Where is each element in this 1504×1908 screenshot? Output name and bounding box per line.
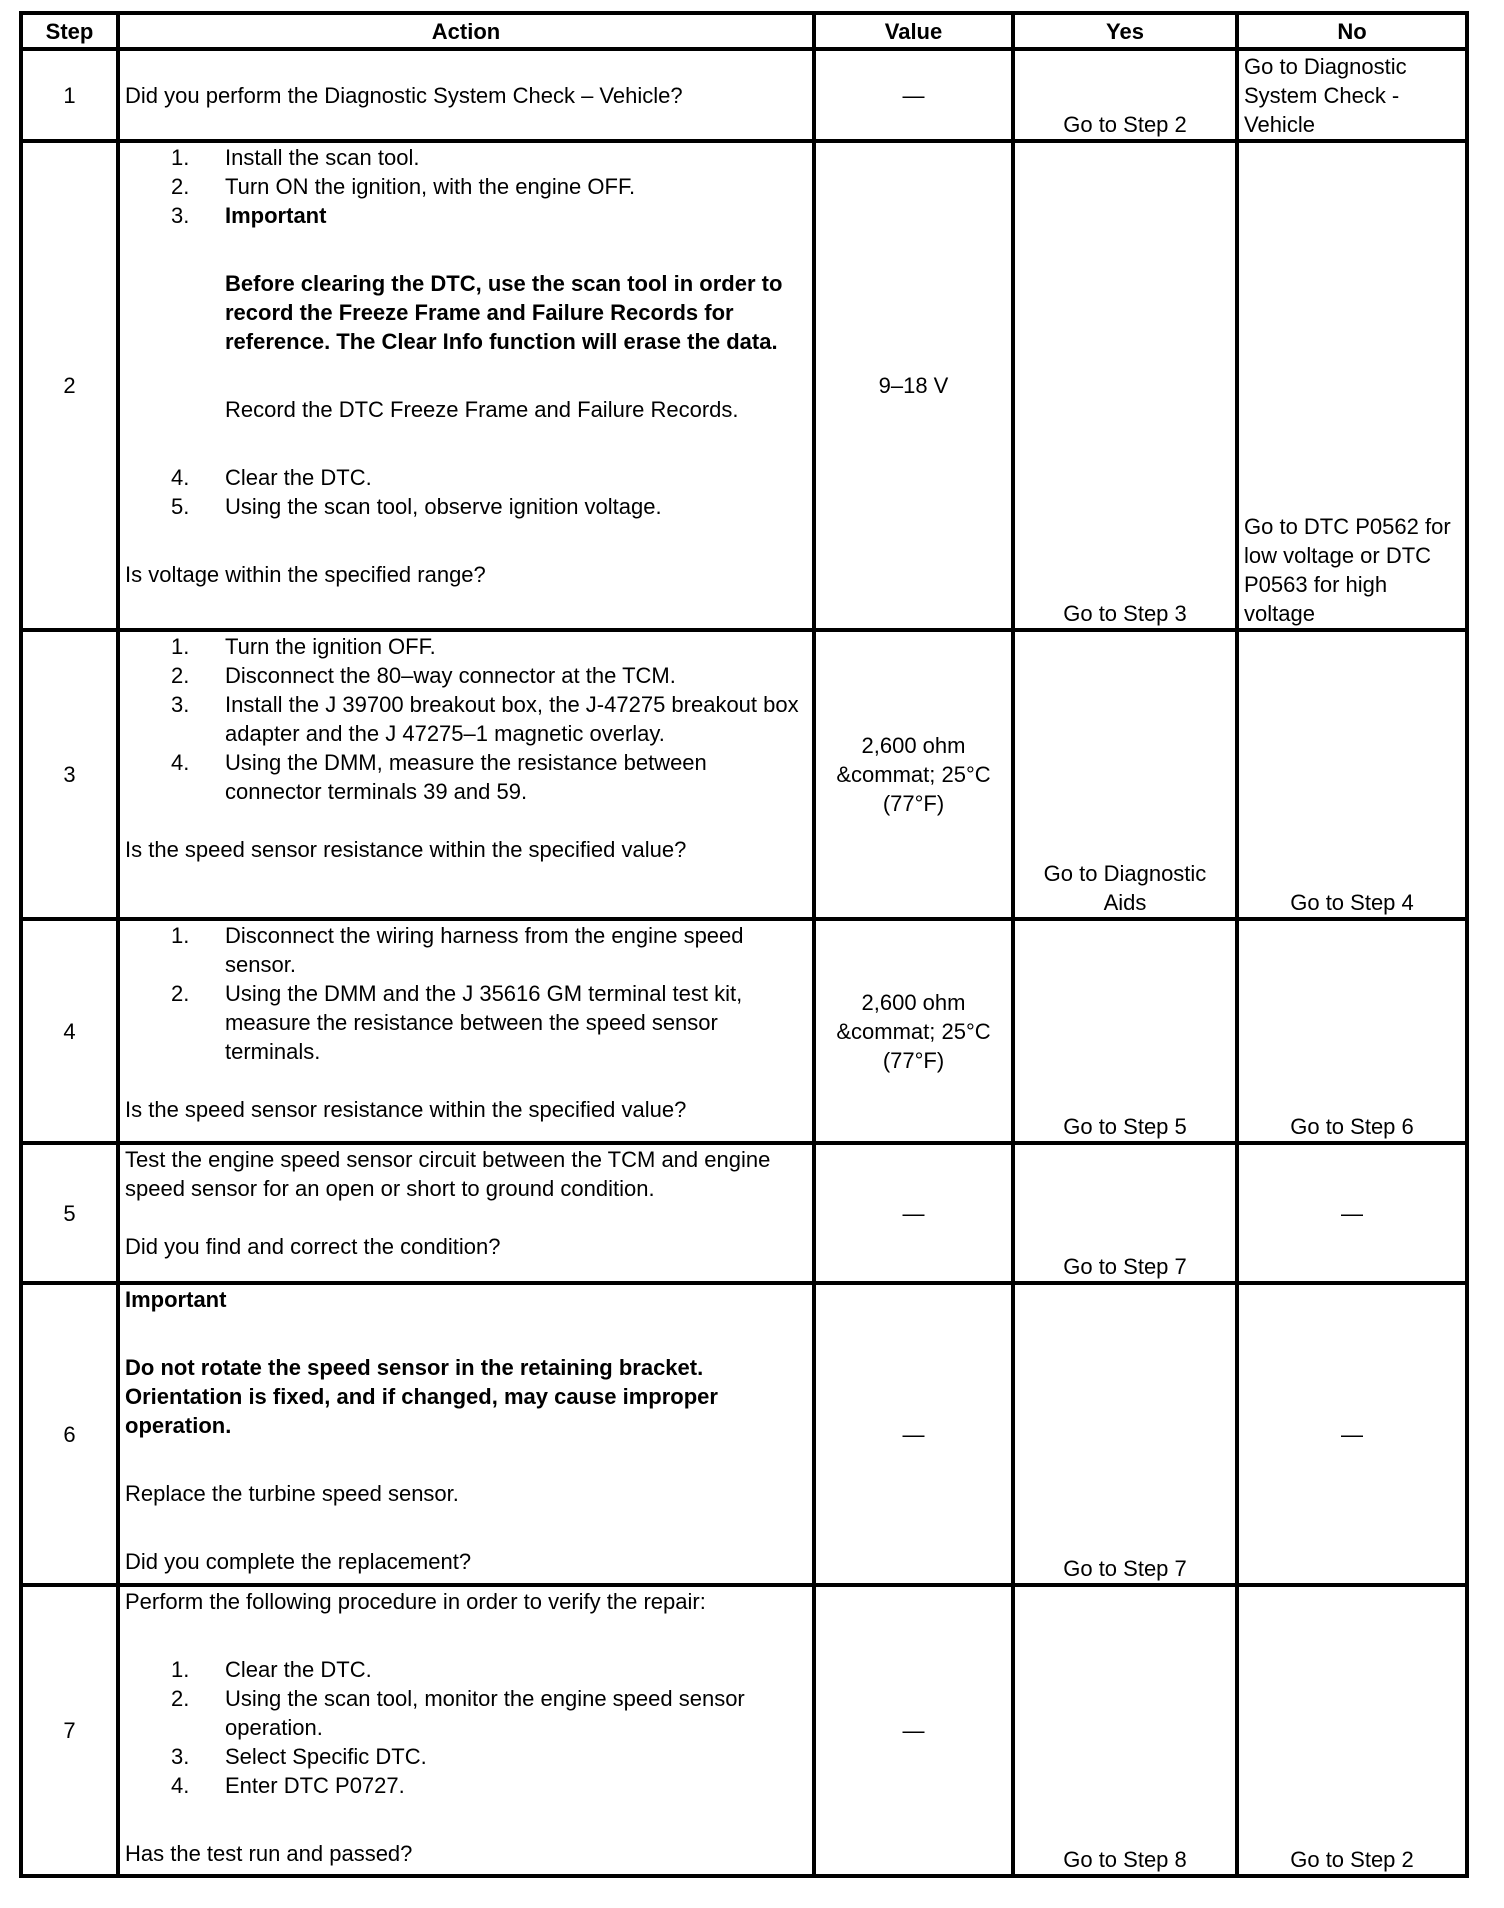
action-question: Is voltage within the specified range?	[125, 562, 486, 587]
action-text: Test the engine speed sensor circuit between the TCM and engine speed sensor for an open or short to ground condition.	[125, 1147, 771, 1201]
no-cell: —	[1237, 1283, 1467, 1585]
table-row	[21, 141, 1467, 630]
value-cell: 2,600 ohm &commat; 25°C (77°F)	[814, 919, 1013, 1143]
list-item: 2. Turn ON the ignition, with the engine OFF.	[171, 174, 636, 199]
table-row	[21, 919, 1467, 1143]
action-question: Has the test run and passed?	[125, 1841, 413, 1866]
step-number: 2	[21, 141, 118, 630]
important-label: Important	[125, 1287, 227, 1312]
action-list	[125, 143, 807, 230]
no-cell: Go to Diagnostic System Check - Vehicle	[1237, 49, 1467, 141]
action-cell	[118, 49, 814, 141]
list-item: 2. Disconnect the 80–way connector at the TCM.	[171, 663, 676, 688]
yes-cell: Go to Step 5	[1013, 919, 1237, 1143]
action-cell	[118, 919, 814, 1143]
diagnostic-table	[19, 11, 1469, 1878]
action-text: Replace the turbine speed sensor.	[125, 1481, 459, 1506]
action-text: Perform the following procedure in order to verify the repair:	[125, 1589, 706, 1614]
step-number: 6	[21, 1283, 118, 1585]
table-row	[21, 1283, 1467, 1585]
value-cell: —	[814, 1585, 1013, 1876]
list-item: 3. Install the J 39700 breakout box, the J-47275 breakout box adapter and the J 47275–1 magnetic overlay.	[171, 692, 799, 746]
list-item: 3. Select Specific DTC.	[171, 1744, 427, 1769]
list-item: 3. Important	[171, 203, 327, 228]
list-item: 2. Using the scan tool, monitor the engine speed sensor operation.	[171, 1686, 745, 1740]
no-cell: —	[1237, 1143, 1467, 1283]
action-cell	[118, 1283, 814, 1585]
step-number: 3	[21, 630, 118, 919]
no-cell: Go to Step 4	[1237, 630, 1467, 919]
action-note: Record the DTC Freeze Frame and Failure Records.	[225, 397, 739, 422]
header-row	[21, 13, 1467, 49]
table-row	[21, 630, 1467, 919]
no-cell: Go to DTC P0562 for low voltage or DTC P0563 for high voltage	[1237, 141, 1467, 630]
yes-cell: Go to Step 7	[1013, 1143, 1237, 1283]
list-item: 1. Turn the ignition OFF.	[171, 634, 436, 659]
list-item: 1. Clear the DTC.	[171, 1657, 372, 1682]
yes-cell: Go to Step 7	[1013, 1283, 1237, 1585]
header-step: Step	[21, 13, 118, 49]
action-list	[125, 632, 807, 806]
value-cell: —	[814, 1143, 1013, 1283]
yes-cell: Go to Diagnostic Aids	[1013, 630, 1237, 919]
yes-cell: Go to Step 8	[1013, 1585, 1237, 1876]
action-list	[125, 463, 807, 521]
action-question: Did you complete the replacement?	[125, 1549, 472, 1574]
header-no: No	[1237, 13, 1467, 49]
header-action: Action	[118, 13, 814, 49]
action-cell	[118, 1585, 814, 1876]
important-note: Before clearing the DTC, use the scan tool in order to record the Freeze Frame and Failure Records for reference. The Clear Info function will erase the data.	[225, 271, 783, 354]
important-note: Do not rotate the speed sensor in the retaining bracket. Orientation is fixed, and if changed, may cause improper operation.	[125, 1355, 718, 1438]
action-list	[125, 1655, 807, 1800]
header-value: Value	[814, 13, 1013, 49]
table-row	[21, 1143, 1467, 1283]
step-number: 1	[21, 49, 118, 141]
list-item: 1. Disconnect the wiring harness from the engine speed sensor.	[171, 923, 744, 977]
action-cell	[118, 630, 814, 919]
step-number: 4	[21, 919, 118, 1143]
table-row	[21, 49, 1467, 141]
action-question: Is the speed sensor resistance within the specified value?	[125, 837, 687, 862]
action-question: Did you perform the Diagnostic System Check – Vehicle?	[125, 82, 683, 108]
list-item: 4. Clear the DTC.	[171, 465, 372, 490]
yes-cell: Go to Step 2	[1013, 49, 1237, 141]
list-item: 2. Using the DMM and the J 35616 GM terminal test kit, measure the resistance between the speed sensor terminals.	[171, 981, 743, 1064]
action-list	[125, 921, 807, 1066]
no-cell: Go to Step 6	[1237, 919, 1467, 1143]
action-cell	[118, 141, 814, 630]
value-cell: 2,600 ohm &commat; 25°C (77°F)	[814, 630, 1013, 919]
list-item: 5. Using the scan tool, observe ignition voltage.	[171, 494, 662, 519]
list-item: 4. Using the DMM, measure the resistance between connector terminals 39 and 59.	[171, 750, 707, 804]
no-cell: Go to Step 2	[1237, 1585, 1467, 1876]
value-cell: —	[814, 49, 1013, 141]
list-item: 1. Install the scan tool.	[171, 145, 420, 170]
table-row	[21, 1585, 1467, 1876]
action-question: Is the speed sensor resistance within the specified value?	[125, 1097, 687, 1122]
yes-cell: Go to Step 3	[1013, 141, 1237, 630]
list-item: 4. Enter DTC P0727.	[171, 1773, 405, 1798]
value-cell: —	[814, 1283, 1013, 1585]
header-yes: Yes	[1013, 13, 1237, 49]
step-number: 5	[21, 1143, 118, 1283]
step-number: 7	[21, 1585, 118, 1876]
action-question: Did you find and correct the condition?	[125, 1234, 501, 1259]
action-cell	[118, 1143, 814, 1283]
value-cell: 9–18 V	[814, 141, 1013, 630]
